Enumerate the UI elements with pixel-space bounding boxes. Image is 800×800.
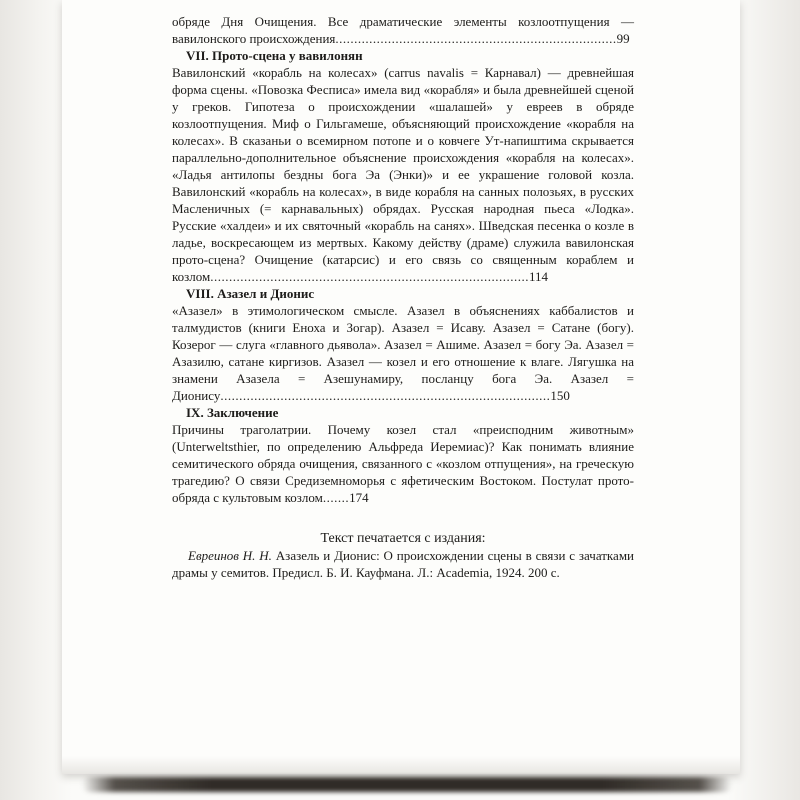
leader-dots: ........................................................................................: [220, 388, 551, 403]
colophon-author: Евреинов Н. Н.: [188, 548, 272, 563]
page-number: 150: [550, 388, 570, 403]
leader-dots: ...........................................................................: [335, 31, 617, 46]
colophon: [172, 530, 634, 581]
toc-entry-ix: [172, 421, 634, 506]
toc-entry-viii: [172, 302, 634, 404]
page-number: 99: [616, 31, 630, 46]
leader-dots: .......: [322, 490, 350, 505]
colophon-body: [172, 547, 634, 581]
toc-entry-vi-continuation: [172, 13, 634, 47]
toc-text-block: [172, 13, 634, 581]
toc-heading-ix: IX. Заключение: [186, 405, 279, 420]
colophon-text: Азазель и Дионис: О происхождении сцены в связи с зачатками драмы у семитов. Предисл. Б. И. Кауфмана. Л.: Academia, 1924. 200 с.: [172, 548, 634, 580]
toc-heading-viii: VIII. Азазел и Дионис: [186, 286, 315, 301]
page-number: 174: [349, 490, 369, 505]
toc-entry-body: обряде Дня Очищения. Все драматические элементы козлоотпущения — вавилонского происхождения: [172, 14, 634, 46]
toc-entry-body: Причины траголатрии. Почему козел стал «преисподним животным» (Unterweltsthier, по определению Альфреда Иеремиас)? Как понимать влияние семитического обряда очищения, связанного с «козлом отпущения», на греческую трагедию? О связи Средиземноморья с яфетическим Востоком. Постулат прото-обряда с культовым козлом: [172, 422, 634, 505]
page-bottom-shadow: [82, 777, 732, 792]
colophon-title: Текст печатается с издания:: [320, 531, 486, 546]
toc-entry-vii: [172, 64, 634, 285]
page-number: 114: [529, 269, 549, 284]
book-page: [62, 0, 740, 774]
toc-entry-body: «Азазел» в этимологическом смысле. Азазел в объяснениях каббалистов и талмудистов (книги Еноха и Зогар). Азазел = Исаву. Азазел = Сатане (богу). Козерог — слуга «главного дьявола». Азазел = Ашиме. Азазел = богу Эа. Азазел = Азазилю, сатане киргизов. Азазел — козел и его отношение к влаге. Лягушка на знамени Азазела = Азешунамиру, посланцу бога Эа. Азазел = Дионису: [172, 303, 634, 403]
leader-dots: .....................................................................................: [210, 269, 530, 284]
toc-entry-body: Вавилонский «корабль на колесах» (carrus navalis = Карнавал) — древнейшая форма сцены. «Повозка Фесписа» имела вид «корабля» и была древнейшей сценой у греков. Гипотеза о происхождении «шалашей» у евреев в обряде козлоотпущения. Миф о Гильгамеше, объясняющий происхождение «корабля на колесах». В сказаньи о всемирном потопе и о ковчеге Ут-напиштима скрывается параллельно-дополнительное объяснение происхождения «корабля на колесах». «Ладья антилопы бездны бога Эа (Энки)» и ее украшение головой козла. Вавилонский «корабль на колесах», в виде корабля на санных полозьях, в русских Масленичных (= карнавальных) обрядах. Русская народная пьеса «Лодка». Русские «халдеи» и их святочный «корабль на санях». Шведская песенка о козле в ладье, воскресающем из мертвых. Какому действу (драме) служила вавилонская прото-сцена? Очищение (катарсис) и его связь со священным кораблем и козлом: [172, 65, 634, 284]
toc-heading-vii: VII. Прото-сцена у вавилонян: [186, 48, 363, 63]
